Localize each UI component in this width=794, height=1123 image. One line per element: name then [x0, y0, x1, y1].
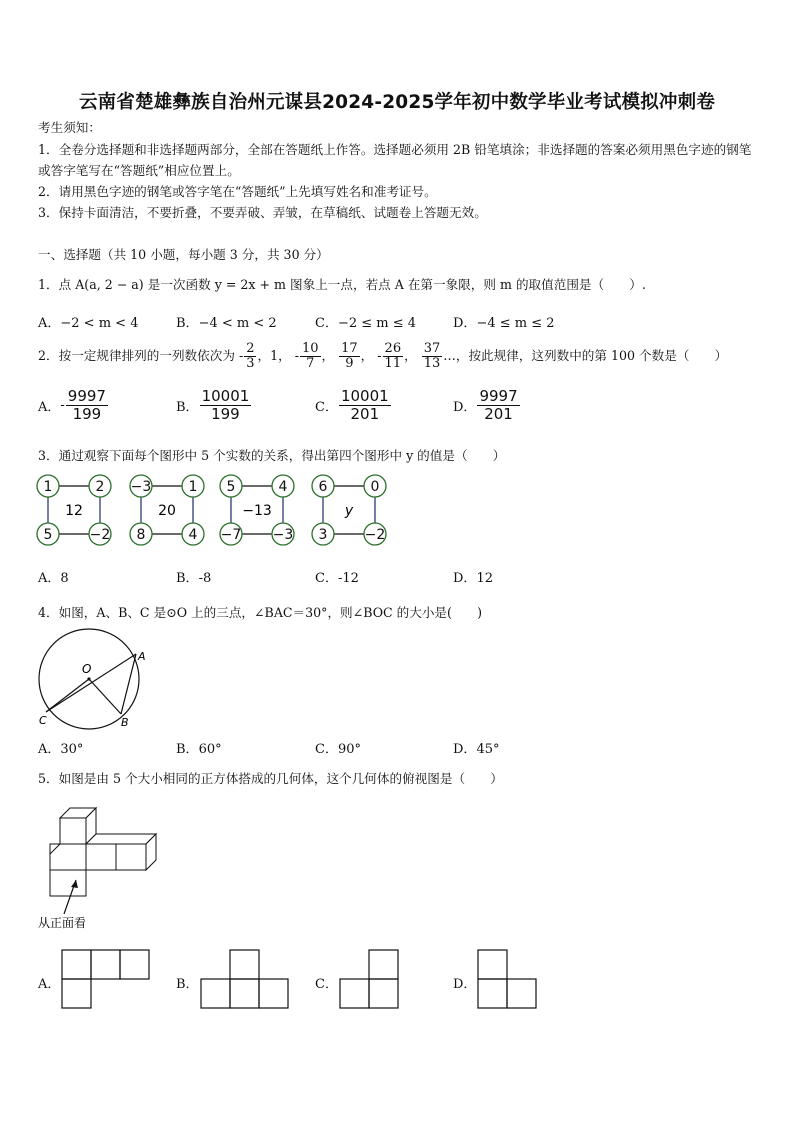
label-b: B [121, 716, 129, 729]
q5-option-c-figure[interactable] [338, 948, 430, 1010]
option-fraction: $\frac{10001}{199}$ [201, 387, 250, 423]
q4-option-c[interactable]: C．90° [315, 742, 361, 757]
q5-option-a-label[interactable]: A． [38, 977, 61, 992]
question-number: 1． [38, 277, 59, 292]
q4-option-a[interactable]: A．30° [38, 742, 84, 757]
q2-option-b[interactable] [176, 388, 252, 422]
sequence-term-5: - $\frac{26}{11}$ [377, 340, 402, 371]
corner-value: 1 [188, 479, 198, 495]
question-tail: …，按此规律，这列数中的第 100 个数是（ ） [443, 348, 728, 363]
option-label: A． [38, 399, 61, 415]
notice-item-2: 2．请用黑色字迹的钢笔或答字笔在“答题纸”上先填写姓名和准考证号。 [38, 184, 437, 199]
corner-value: −7 [220, 527, 242, 543]
q5-option-b-label[interactable]: B． [176, 977, 199, 992]
section-heading: 一、选择题（共 10 小题，每小题 3 分，共 30 分） [38, 247, 329, 262]
question-text: 点 A(a, 2 − a) 是一次函数 y = 2x + m 图象上一点，若点 A 在第一象限，则 m 的取值范围是（ ）. [58, 277, 646, 292]
corner-value: 4 [278, 479, 288, 495]
q4-option-b[interactable]: B．60° [176, 742, 222, 757]
q4-option-d[interactable]: D．45° [453, 742, 500, 757]
question-3: 3．通过观察下面每个图形中 5 个实数的关系，得出第四个图形中 y 的值是（ ） [38, 448, 506, 463]
corner-value: 6 [318, 479, 328, 495]
center-value: y [344, 503, 354, 519]
option-label: C． [315, 399, 338, 415]
corner-value: −3 [130, 479, 152, 495]
page-title: 云南省楚雄彝族自治州元谋县2024-2025学年初中数学毕业考试模拟冲刺卷 [78, 92, 716, 113]
corner-value: −2 [364, 527, 386, 543]
option-label: B． [176, 316, 199, 331]
label-c: C [39, 714, 47, 727]
number-square-figure [37, 475, 111, 545]
q2-option-c[interactable] [315, 388, 392, 422]
option-value: −2 ≤ m ≤ 4 [337, 316, 417, 331]
cube-figure [38, 796, 168, 936]
q1-option-b[interactable] [176, 312, 277, 331]
corner-value: 5 [226, 479, 236, 495]
notice-heading: 考生须知： [38, 120, 101, 135]
question-5: 5．如图是由 5 个大小相同的正方体搭成的几何体，这个几何体的俯视图是（ ） [38, 771, 503, 786]
question-1 [38, 274, 758, 295]
q3-option-c[interactable]: C．-12 [315, 571, 359, 586]
q1-option-c[interactable] [315, 312, 416, 331]
figure-caption: 从正面看 [38, 916, 87, 930]
q5-option-d-label[interactable]: D． [453, 977, 477, 992]
center-value: −13 [242, 503, 272, 519]
question-lead: 按一定规律排列的一列数依次为 [58, 348, 235, 363]
q5-option-c-label[interactable]: C． [315, 977, 338, 992]
q3-figures [30, 470, 400, 550]
corner-value: 4 [188, 527, 198, 543]
option-fraction: $\frac{9997}{201}$ [479, 387, 518, 423]
corner-value: 2 [95, 479, 105, 495]
sequence-term-1: - $\frac{2}{3}$ [238, 340, 255, 371]
corner-value: 3 [318, 527, 328, 543]
corner-value: 5 [43, 527, 53, 543]
corner-value: −3 [272, 527, 294, 543]
corner-value: 1 [43, 479, 53, 495]
corner-value: −2 [89, 527, 111, 543]
notice-item-3: 3．保持卡面清洁，不要折叠，不要弄破、弄皱，在草稿纸、试题卷上答题无效。 [38, 205, 487, 220]
notice-item-1: 1．全卷分选择题和非选择题两部分，全部在答题纸上作答。选择题必须用 2B 铅笔填涂；非选择题的答案必须用黑色字迹的钢笔或答字笔写在“答题纸”相应位置上。 [38, 142, 752, 178]
sequence-term-6: $\frac{37}{13}$ [423, 340, 441, 371]
label-a: A [138, 650, 146, 663]
option-label: D． [453, 399, 477, 415]
q1-option-a[interactable] [38, 312, 138, 331]
option-value: −4 < m < 2 [198, 316, 277, 331]
question-number: 2． [38, 348, 59, 363]
option-label: C． [315, 316, 338, 331]
option-value: −4 ≤ m ≤ 2 [476, 316, 555, 331]
q3-option-b[interactable]: B．-8 [176, 571, 212, 586]
center-value: 12 [65, 503, 83, 519]
option-sign: - [60, 397, 65, 413]
option-value: −2 < m < 4 [60, 316, 139, 331]
q3-option-a[interactable]: A．8 [38, 571, 69, 586]
question-4: 4．如图，A、B、C 是⊙O 上的三点，∠BAC＝30°，则∠BOC 的大小是( ) [38, 605, 483, 620]
q2-option-a[interactable] [38, 388, 109, 422]
corner-value: 0 [370, 479, 380, 495]
q3-option-d[interactable]: D．12 [453, 571, 493, 586]
question-2: 2．按一定规律排列的一列数依次为 - $\frac{2}{3}$ ，1， - $\frac{10}{7}$ ， $\frac{17}{9}$ ， - $\frac{26}{11}$ ， $\frac{37}{13}$ …，按此规律，这列数中的第 100 个数是（ ） [38, 340, 728, 371]
option-label: A． [38, 316, 61, 331]
number-square-figure [130, 475, 204, 545]
number-square-figure [312, 475, 386, 545]
option-fraction: $\frac{10001}{201}$ [340, 387, 389, 423]
number-square-figure [220, 475, 294, 545]
center-value: 20 [158, 503, 176, 519]
circle-figure [32, 628, 152, 733]
sequence-term-3: - $\frac{10}{7}$ [294, 340, 319, 371]
q5-option-a-figure[interactable] [60, 948, 152, 1010]
sequence-term-2: 1 [270, 348, 279, 363]
corner-value: 8 [136, 527, 146, 543]
option-label: D． [453, 316, 477, 331]
q5-option-d-figure[interactable] [476, 948, 568, 1010]
label-o: O [82, 662, 92, 676]
q1-option-d[interactable] [453, 312, 555, 331]
q2-option-d[interactable] [453, 388, 521, 422]
q5-option-b-figure[interactable] [199, 948, 291, 1010]
option-fraction: $\frac{9997}{199}$ [67, 387, 106, 423]
sequence-term-4: $\frac{17}{9}$ [341, 340, 358, 371]
option-label: B． [176, 399, 199, 415]
